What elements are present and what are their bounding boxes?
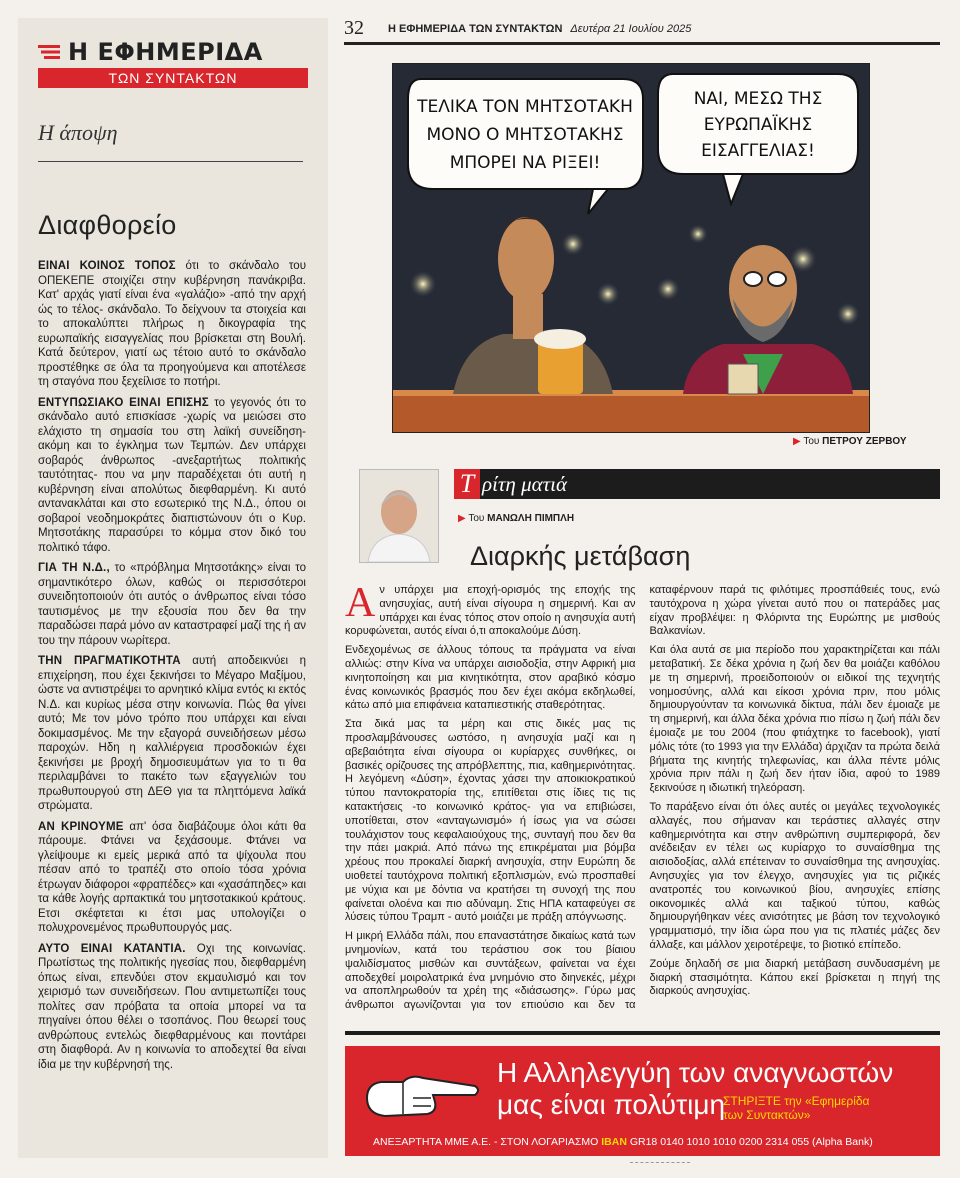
masthead-title-row — [38, 38, 308, 66]
paragraph-text: αυτή αποδεικνύει η επιχείρηση, που έχει ξεκινήσει το Μέγαρο Μαξίμου, ώστε να αντιστρέψει το αρνητικό κλίμα εντός κι εκτός Ν.Δ. και κυρίως μέσα στην κοινωνία. Πώς θα γίνει αυτό; Με τον μόνο τρόπο που υπάρχει και είναι δοκιμασμένος. Με την εξαγορά συνειδήσεων μέσω παροχών. Ηδη η καλλιέργεια προσδοκιών έχει ξεκινήσει με βροχή δημοσιευμάτων για το τι θα περιλαμβάνει το πακέτο των εξαγγελιών του πρωθυπουργού στη ΔΕΘ για τα πληττόμενα λαϊκά στρώματα. — [38, 655, 306, 812]
cartoon-credit — [793, 436, 907, 447]
bank-name: (Alpha Bank) — [812, 1136, 873, 1148]
section-separator — [345, 1031, 940, 1035]
paragraph-text: το γεγονός ότι το σκάνδαλο αυτό επισκίασε -χωρίς να μειώσει στο ελάχιστο τη σημασία του στη λαϊκή συνείδηση- ακόμη και το έγκλημα των Τεμπών. Δεν υπάρχει σοβαρός άνθρωπος -ανεξαρτήτως πολιτικής ταυτότητας- που να μην παραδέχεται ότι αυτή η κυβέρνηση είναι απολύτως διεφθαρμένη. Κι αυτό αντανακλάται και στο εσωτερικό της Ν.Δ., όπου οι σοβαροί νεοδημοκράτες διαπιστώνουν ότι ο Κυρ. Μητσοτάκης παρασύρει το κόμμα στον δικό του πολιτικό τάφο. — [38, 396, 306, 554]
editorial-paragraph — [38, 942, 306, 1073]
paragraph-text: απ' όσα διαβάζουμε όλοι κάτι θα πάρουμε. Φτάνει να ξεχάσουμε. Φτάνει να γλείψουμε κι εμείς μερικά από τα ψίχουλα που πέσαν από το τραπέζι στο οποίο τόσα χρόνια έτρωγαν διάφοροι «φραπέδες» και «χασάπηδες» και τα κάθε λογής αρπακτικά του μητσοτακικού κράτους. Ετσι σκέφτεται κι έτσι μας υπολογίζει ο πολυχρονεμένος πρωθυπουργός μας. — [38, 820, 306, 934]
masthead-title: Η ΕΦΗΜΕΡΙΔΑ — [68, 38, 263, 66]
column-paragraph: Και όλα αυτά σε μια περίοδο που χαρακτηρίζεται και πάλι μεταβατική. Σε δέκα χρόνια η ζωή δεν θα μοιάζει καθόλου με τη σημερινή, προειδοποιούν οι ειδικοί της τεχνητής νοημοσύνης, αλλά και είκοσι χρόνια πριν, που μόλις δημιουργούνταν τα κοινωνικά δίκτυα, πάλι δεν έμοιαζε με τη σημερινή, και άλλα δέκα χρόνια πιο πίσω η ζωή πάλι δεν έμοιαζε με του 2004 (που φτιάχτηκε το facebook), γιατί μόλις τότε (το 1993 για την Ελλάδα) άρχιζαν τα πρώτα δειλά βήματα της κινητής τηλεφωνίας, και άλλα πέντε μόλις χρόνια πριν πάλι η ζωή δεν ήταν ίδια, αφού το 1989 ξεκινούσε η ιδιωτική τηλεόραση. — [649, 644, 940, 795]
ad-subtitle: μας είναι πολύτιμη — [497, 1089, 726, 1120]
column-paragraph: Η μικρή Ελλάδα πάλι, που επαναστάτησε δικαίως κατά των μνημονίων, κατά του τεράστιου σοκ του βίαιου ψαλιδίσματος μισθών και συντάξεων, φαίνεται να έχει αποδεχθεί μοιρολατρικά ένα μνημόνιο στο διηνεκές, μέχρι να αποπληρωθούν τα χρέη της «διάσωσης». Γύρω μας άνθρωποι αγωνίζονται για τον επιούσιο και δεν τα καταφέρνουν παρά τις φιλότιμες προσπάθειές τους, ενώ ταυτόχρονα η χώρα γίνεται αυτό που οι πατεράδες μας είχαν προβλέψει: η Φλόριντα της Ευρώπης με μισθούς Βαλκανίων. — [345, 584, 940, 1012]
editorial-paragraph — [38, 561, 306, 648]
opinion-column — [18, 18, 328, 1158]
paragraph-lead: ΑΝ ΚΡΙΝΟΥΜΕ — [38, 820, 124, 833]
editorial-paragraph — [38, 654, 306, 814]
cta-line: των Συντακτών» — [723, 1108, 811, 1122]
bubble-right-line: ΝΑΙ, ΜΕΣΩ ΤΗΣ — [693, 89, 823, 109]
masthead — [38, 38, 308, 88]
page-header — [388, 23, 691, 35]
paragraph-lead: ΤΗΝ ΠΡΑΓΜΑΤΙΚΟΤΗΤΑ — [38, 655, 181, 667]
column-title: Διαρκής μετάβαση — [470, 541, 691, 571]
dropcap: Α — [345, 580, 376, 626]
byline-prefix: Του — [468, 513, 485, 524]
ad-title: Η Αλληλεγγύη των αναγνωστών — [497, 1057, 894, 1088]
byline-name: ΜΑΝΩΛΗ ΠΙΜΠΛΗ — [487, 513, 575, 524]
triangle-right-icon: ▶ — [458, 513, 466, 524]
paragraph-lead: ΕΙΝΑΙ ΚΟΙΝΟΣ ΤΟΠΟΣ — [38, 260, 176, 272]
bubble-left-line: ΜΠΟΡΕΙ ΝΑ ΡΙΞΕΙ! — [449, 153, 601, 173]
author-photo — [359, 469, 439, 563]
header-date: Δευτέρα 21 Ιουλίου 2025 — [570, 23, 692, 35]
header-paper-name: Η ΕΦΗΜΕΡΙΔΑ ΤΩΝ ΣΥΝΤΑΚΤΩΝ — [388, 23, 563, 35]
bubble-right-line: ΕΥΡΩΠΑΪΚΗΣ — [703, 115, 813, 135]
section-title: ρίτη ματιά — [482, 472, 568, 496]
column-paragraph: Ζούμε δηλαδή σε μια διαρκή μετάβαση συνδυασμένη με διαρκή στασιμότητα. Κάπου εκεί βρίσκεται η πηγή της διαρκούς ανησυχίας. — [649, 957, 940, 998]
paragraph-lead: ΓΙΑ ΤΗ Ν.Δ., — [38, 562, 110, 574]
editorial-paragraph — [38, 396, 306, 556]
paragraph-text: ότι το σκάνδαλο του ΟΠΕΚΕΠΕ στοιχίζει στην κυβέρνηση πανάκριβα. Κατ' αρχάς γιατί είναι ένα «γαλάζιο» -από την αρχή ώς το τέλος- σκάνδαλο. Το δείχνουν τα στοιχεία και το αποκαλύπτει πλήρως η δικογραφία της ευρωπαϊκής εισαγγελίας που βρίσκεται στη Βουλή. Κατά δεύτερον, γιατί ως τέτοιο αυτό το σκάνδαλο προστέθηκε σε όλα τα προηγούμενα και αποτέλεσε τη σταγόνα που ξεχείλισε το ποτήρι. — [38, 260, 306, 388]
column-paragraph: Στα δικά μας τα μέρη και στις δικές μας τις προσλαμβάνουσες ωστόσο, η ανησυχία μαζί και η αβεβαιότητα είναι σίγουρα οι κυρίαρχες συνθήκες, οι βασικές ορίζουσες της απρόβλεπτης, πια, καθημερινότητας. Η λεγόμενη «Δύση», έχοντας χάσει την αποικιοκρατικού τύπου παντοκρατορία της, επιτίθεται στις ίδιες τις τις κατακτήσεις -το κοινωνικό κράτος- για να επιβιώσει, υποτίθεται, στον «ανταγωνισμό» ή ίσως για να σώσει τουλάχιστον τους κεφαλαιούχους της, συνταγή που δεν θα την πάει μακριά. Από πάνω της επικρέμαται μια βόμβα χρέους που προκαλεί διαρκή ανησυχία, στην Ευρώπη δε υιοθετεί ταυτόχρονα πολιτική εξοπλισμών, ενώ προσπαθεί με νύχια και με δόντια να κρατήσει τη συνοχή της που φαίνεται ολοένα και πιο αδύναμη. Στις ΗΠΑ καταφεύγει σε λύσεις τύπου Τραμπ - αυτό μοιάζει με πράξη απόγνωσης. — [345, 718, 636, 924]
bottom-mark — [630, 1162, 690, 1171]
masthead-subtitle: ΤΩΝ ΣΥΝΤΑΚΤΩΝ — [38, 68, 308, 88]
cartoon — [392, 63, 870, 433]
editorial-title: Διαφθορείο — [38, 210, 177, 240]
cartoon-illustration — [393, 64, 869, 432]
page-number: 32 — [344, 17, 364, 39]
paragraph-text: το «πρόβλημα Μητσοτάκης» είναι το σημαντικότερο όλων, καθώς οι περισσότεροι συνειδητοποιούν ότι αυτός ο άνθρωπος είναι τόσο ταυτισμένος με την εξουσία που δεν θα την παραδώσει παρά μόνο αν καταστραφεί μαζί της ή αν του την πάρουν νωρίτερα. — [38, 562, 306, 647]
paragraph-lead: ΕΝΤΥΠΩΣΙΑΚΟ ΕΙΝΑΙ ΕΠΙΣΗΣ — [38, 396, 209, 409]
credit-name: ΠΕΤΡΟΥ ΖΕΡΒΟΥ — [822, 436, 907, 447]
section-label: Η άποψη — [38, 120, 118, 145]
triangle-right-icon: ▶ — [793, 436, 801, 447]
credit-prefix: Του — [803, 436, 820, 447]
pointing-hand-icon — [363, 1068, 483, 1126]
section-rule — [38, 161, 303, 162]
cta-line: ΣΤΗΡΙΞΤΕ την «Εφημερίδα — [723, 1094, 870, 1108]
column-paragraph: Το παράξενο είναι ότι όλες αυτές οι μεγάλες τεχνολογικές αλλαγές, που σήμαναν και τεράστιες αλλαγές στην καθημερινότητα και στην ανθρώπινη συμπεριφορά, δεν ανέδειξαν εν τέλει ως κυρίαρχο το συναίσθημα της αισιοδοξίας, αλλά επέτειναν το συναίσθημα της ανησυχίας. Ανησυχίες για τον έλεγχο, ανησυχίες για τις ριζικές ανατροπές του κοινωνικού βίου, ανησυχίες επίσης οικονομικές αλλά και ταξικού τύπου, καθώς δημιουργήθηκαν νέες ανισότητες με βάση τον τεχνολογικό γραμματισμό, την ίδια ώρα που για τις πλατιές μάζες δεν άλλαξε, και μάλλον χειροτέρεψε, το βιοτικό επίπεδο. — [649, 800, 940, 951]
ad-bank-info — [373, 1136, 873, 1148]
column-paragraph — [345, 580, 636, 639]
ad-call-to-action — [723, 1094, 869, 1122]
section-initial: Τ — [454, 469, 480, 499]
iban-label: IBAN — [601, 1136, 627, 1148]
bubble-right-line: ΕΙΣΑΓΓΕΛΙΑΣ! — [701, 141, 815, 161]
solidarity-ad — [345, 1046, 940, 1156]
editorial-paragraph — [38, 820, 306, 936]
byline — [458, 513, 574, 524]
editorial-body — [38, 259, 306, 1078]
paragraph-lead: ΑΥΤΟ ΕΙΝΑΙ ΚΑΤΑΝΤΙΑ. — [38, 942, 186, 955]
iban-number: GR18 0140 1010 1010 0200 2314 055 — [629, 1136, 810, 1148]
header-rule — [344, 42, 940, 45]
editorial-paragraph — [38, 259, 306, 390]
column-paragraph: Ενδεχομένως σε άλλους τόπους τα πράγματα να είναι αλλιώς: στην Κίνα να υπάρχει αισιοδοξία, στην Αφρική μια κινητοποίηση και μια κινητικότητα, στον αραβικό κόσμο ένας κοινωνικός βρασμός που δεν έχει ακόμα εκδηλωθεί, κάτω από μια επιφάνεια καταπιεστικής σταθερότητας. — [345, 644, 636, 712]
bubble-left-line: ΜΟΝΟ Ο ΜΗΤΣΟΤΑΚΗΣ — [426, 125, 624, 145]
bubble-left-line: ΤΕΛΙΚΑ ΤΟΝ ΜΗΤΣΟΤΑΚΗ — [417, 97, 633, 117]
paragraph-text: Οχι της κοινωνίας. Πρωτίστως της πολιτικής ηγεσίας που, διεφθαρμένη όπως είναι, επενδύει στον εκμαυλισμό και τον χειρισμό των συνειδήσεων. Που αντιμετωπίζει τους πολίτες σαν πρόβατα τα οποία μπορεί να τα πηγαίνει όπου θέλει ο τσοπάνος. Που θεωρεί τους ανθρώπους εντελώς διεφθαρμένους και ποντάρει στη διαφθορά. Αν η κοινωνία το αποδεχτεί θα είναι ίδια με την κυβέρνησή της. — [38, 942, 306, 1071]
paragraph-text: ν υπάρχει μια εποχή-ορισμός της εποχής της ανησυχίας, αυτή είναι σίγουρα η σημερινή. Και αν υπάρχει και ένας τόπος στον οποίο η ανησυχία αυτή κορυφώνεται, αυτός είναι ό,τι αποκαλούμε Δύση. — [345, 584, 636, 638]
speed-lines-icon — [38, 43, 62, 61]
column-body — [345, 580, 940, 1014]
bank-prefix: ΑΝΕΞΑΡΤΗΤΑ ΜΜΕ Α.Ε. - ΣΤΟΝ ΛΟΓΑΡΙΑΣΜΟ — [373, 1136, 599, 1148]
